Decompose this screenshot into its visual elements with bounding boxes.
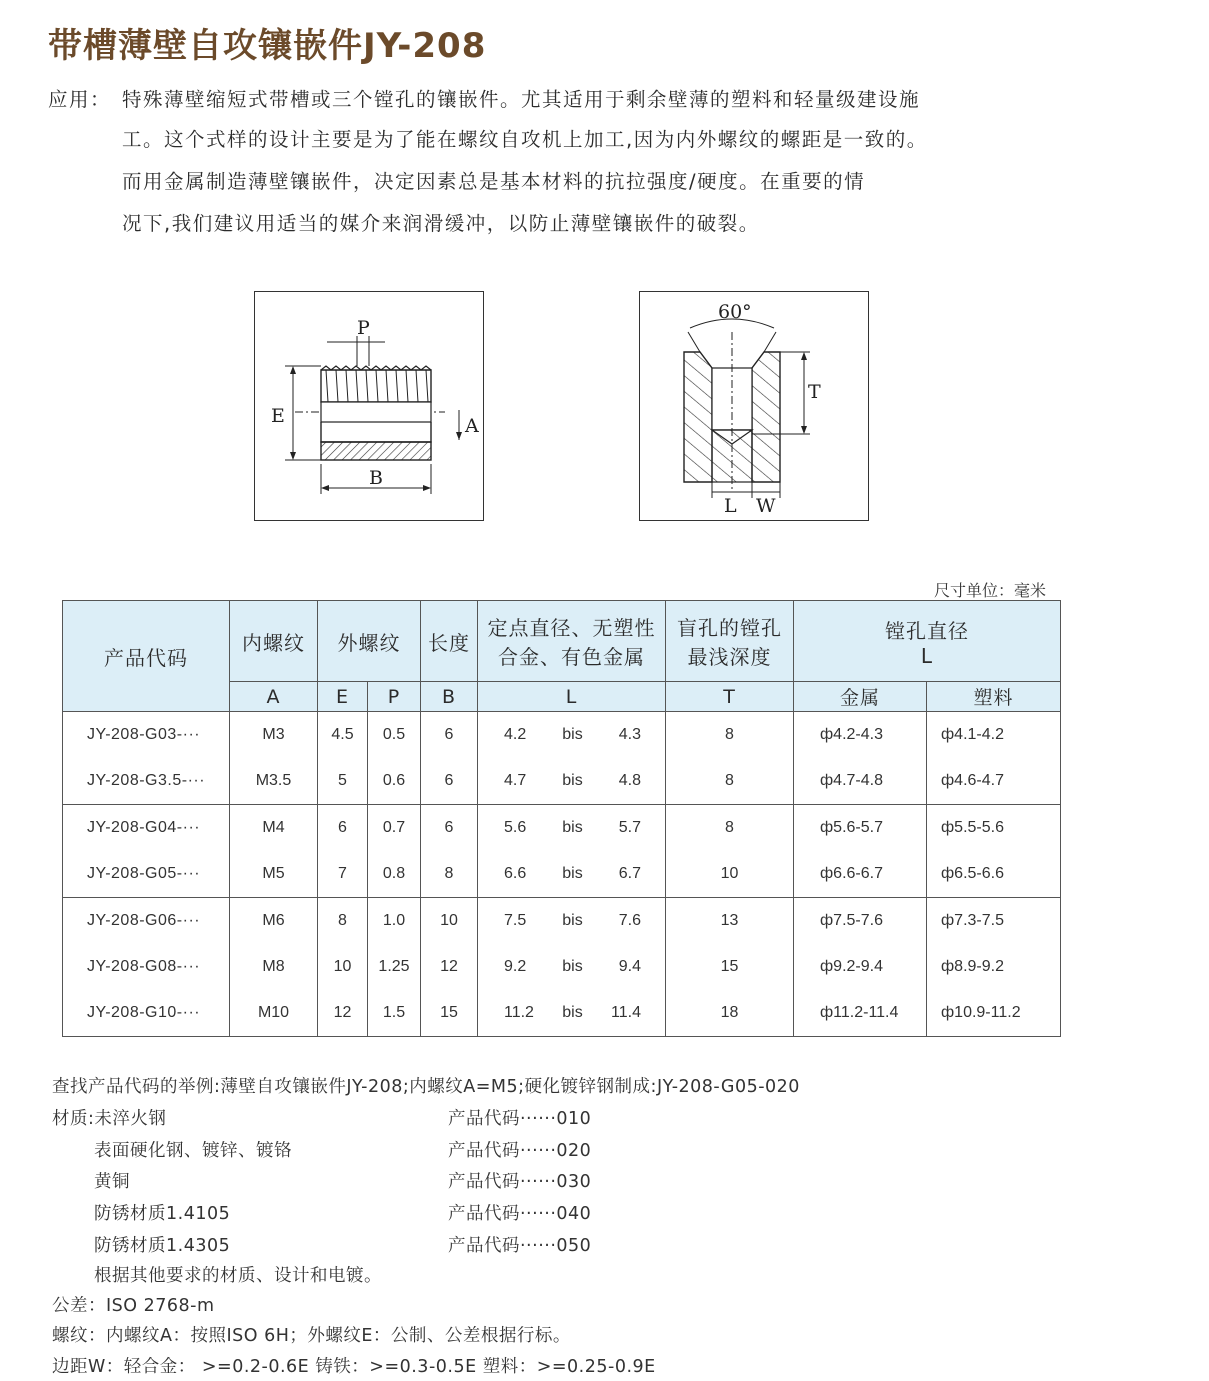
spec-table [62,600,1061,1037]
material-name: 表面硬化钢、镀锌、镀铬 [94,1141,292,1161]
subheader-l: L [478,682,666,712]
cell-metal: ф7.5-7.6 [794,898,927,945]
cell-metal: ф6.6-6.7 [794,851,927,898]
cell-depth: 18 [666,990,794,1037]
cell-inner-thread: M4 [230,805,318,852]
cell-bis: bis [562,958,583,975]
cell-code: JY-208-G04-··· [63,805,230,852]
table-row [63,944,1061,990]
cell-pitch: 1.25 [368,944,421,990]
cell-metal: ф5.6-5.7 [794,805,927,852]
material-code: 产品代码······050 [448,1236,592,1256]
page-title: 带槽薄壁自攻镶嵌件JY-208 [48,26,487,66]
cell-diameter-range [478,805,666,852]
cell-inner-thread: M10 [230,990,318,1037]
cell-depth: 8 [666,805,794,852]
cell-bis: bis [562,726,583,743]
cell-code: JY-208-G08-··· [63,944,230,990]
cell-l-to: 5.7 [618,819,641,836]
cell-plastic: ф4.1-4.2 [927,712,1061,759]
header-depth-line2: 最浅深度 [687,645,772,669]
cell-plastic: ф4.6-4.7 [927,758,1061,805]
subheader-plastic: 塑料 [927,682,1061,712]
bore-drawing-svg [640,292,868,520]
material-name: 黄铜 [94,1172,130,1192]
cell-outer-e: 10 [318,944,368,990]
cell-depth: 15 [666,944,794,990]
cell-length: 6 [421,758,478,805]
label-a: A [465,415,479,437]
cell-bis: bis [562,819,583,836]
header-bore-line2: L [920,643,934,668]
cell-pitch: 0.5 [368,712,421,759]
subheader-e: E [318,682,368,712]
cell-outer-e: 12 [318,990,368,1037]
material-name: 防锈材质1.4105 [94,1204,231,1224]
cell-depth: 13 [666,898,794,945]
bore-dimension-drawing [639,291,869,521]
cell-inner-thread: M3.5 [230,758,318,805]
cell-metal: ф4.2-4.3 [794,712,927,759]
label-w: W [756,495,776,517]
cell-length: 8 [421,851,478,898]
cell-depth: 8 [666,758,794,805]
header-diameter-line2: 合金、有色金属 [498,645,645,669]
cell-l-from: 7.5 [504,912,527,929]
cell-bis: bis [562,1004,583,1021]
cell-outer-e: 7 [318,851,368,898]
label-p: P [357,317,370,339]
cell-length: 12 [421,944,478,990]
cell-code: JY-208-G05-··· [63,851,230,898]
cell-l-to: 6.7 [618,865,641,882]
cell-outer-e: 6 [318,805,368,852]
cell-l-to: 7.6 [618,912,641,929]
label-b: B [369,467,383,489]
cell-metal: ф9.2-9.4 [794,944,927,990]
cell-length: 15 [421,990,478,1037]
cell-pitch: 0.6 [368,758,421,805]
label-e: E [271,405,285,427]
label-t: T [808,381,821,403]
header-inner-thread: 内螺纹 [230,601,318,682]
cell-pitch: 0.7 [368,805,421,852]
insert-drawing-svg [255,292,483,520]
subheader-b: B [421,682,478,712]
subheader-metal: 金属 [794,682,927,712]
cell-l-to: 9.4 [618,958,641,975]
table-row [63,805,1061,852]
subheader-p: P [368,682,421,712]
cell-code: JY-208-G06-··· [63,898,230,945]
edge-distance-note: 边距W：轻合金： >=0.2-0.6E 铸铁：>=0.3-0.5E 塑料：>=0.25-0.9E [52,1357,656,1377]
table-row [63,851,1061,898]
header-code: 产品代码 [63,601,230,712]
cell-code: JY-208-G03-··· [63,712,230,759]
cell-bis: bis [562,865,583,882]
table-row [63,712,1061,759]
cell-pitch: 1.5 [368,990,421,1037]
example-note: 查找产品代码的举例:薄壁自攻镶嵌件JY-208;内螺纹A=M5;硬化镀锌钢制成:JY-208-G05-020 [52,1077,800,1097]
intro-line: 而用金属制造薄壁镶嵌件，决定因素总是基本材料的抗拉强度/硬度。在重要的情 [122,170,866,193]
cell-outer-e: 4.5 [318,712,368,759]
cell-code: JY-208-G3.5-··· [63,758,230,805]
cell-diameter-range [478,990,666,1037]
cell-l-to: 4.3 [618,726,641,743]
cell-outer-e: 5 [318,758,368,805]
cell-l-from: 5.6 [504,819,527,836]
cell-plastic: ф6.5-6.6 [927,851,1061,898]
material-name: 防锈材质1.4305 [94,1236,231,1256]
table-row [63,758,1061,805]
cell-inner-thread: M5 [230,851,318,898]
material-name: 材质:未淬火钢 [52,1109,167,1129]
cell-length: 10 [421,898,478,945]
material-code: 产品代码······030 [448,1172,592,1192]
header-diameter-line1: 定点直径、无塑性 [487,616,656,640]
insert-dimension-drawing [254,291,484,521]
subheader-a: A [230,682,318,712]
unit-note: 尺寸单位：毫米 [934,581,1047,600]
subheader-t: T [666,682,794,712]
intro-label: 应用： [48,88,112,111]
cell-plastic: ф10.9-11.2 [927,990,1061,1037]
header-length: 长度 [421,601,478,682]
material-code: 产品代码······010 [448,1109,592,1129]
label-angle: 60° [718,301,752,323]
cell-depth: 8 [666,712,794,759]
other-materials-note: 根据其他要求的材质、设计和电镀。 [94,1266,382,1286]
cell-length: 6 [421,805,478,852]
cell-l-to: 4.8 [618,772,641,789]
cell-inner-thread: M6 [230,898,318,945]
header-outer-thread: 外螺纹 [318,601,421,682]
cell-pitch: 0.8 [368,851,421,898]
header-bore-diameter [794,601,1061,682]
cell-outer-e: 8 [318,898,368,945]
cell-plastic: ф7.3-7.5 [927,898,1061,945]
cell-depth: 10 [666,851,794,898]
label-l: L [724,495,737,517]
cell-metal: ф11.2-11.4 [794,990,927,1037]
cell-metal: ф4.7-4.8 [794,758,927,805]
cell-length: 6 [421,712,478,759]
cell-diameter-range [478,944,666,990]
header-depth [666,601,794,682]
intro-line: 况下,我们建议用适当的媒介来润滑缓冲，以防止薄壁镶嵌件的破裂。 [122,212,760,235]
cell-diameter-range [478,898,666,945]
cell-diameter-range [478,758,666,805]
header-bore-line1: 镗孔直径 [885,618,969,643]
cell-inner-thread: M3 [230,712,318,759]
table-row [63,990,1061,1037]
header-depth-line1: 盲孔的镗孔 [677,616,782,640]
cell-bis: bis [562,772,583,789]
header-diameter [478,601,666,682]
cell-l-from: 9.2 [504,958,527,975]
cell-diameter-range [478,712,666,759]
cell-bis: bis [562,912,583,929]
tolerance-note: 公差：ISO 2768-m [52,1296,215,1316]
cell-l-from: 6.6 [504,865,527,882]
thread-note: 螺纹：内螺纹A：按照ISO 6H；外螺纹E：公制、公差根据行标。 [52,1326,571,1346]
cell-pitch: 1.0 [368,898,421,945]
material-code: 产品代码······020 [448,1141,592,1161]
cell-plastic: ф8.9-9.2 [927,944,1061,990]
cell-code: JY-208-G10-··· [63,990,230,1037]
intro-line: 工。这个式样的设计主要是为了能在螺纹自攻机上加工,因为内外螺纹的螺距是一致的。 [122,128,928,151]
cell-l-to: 11.4 [611,1004,641,1021]
cell-l-from: 4.7 [504,772,527,789]
cell-diameter-range [478,851,666,898]
cell-l-from: 11.2 [504,1004,534,1021]
cell-plastic: ф5.5-5.6 [927,805,1061,852]
cell-l-from: 4.2 [504,726,527,743]
table-row [63,898,1061,945]
intro-line: 特殊薄壁缩短式带槽或三个镗孔的镶嵌件。尤其适用于剩余壁薄的塑料和轻量级建设施 [122,88,921,111]
cell-inner-thread: M8 [230,944,318,990]
material-code: 产品代码······040 [448,1204,592,1224]
